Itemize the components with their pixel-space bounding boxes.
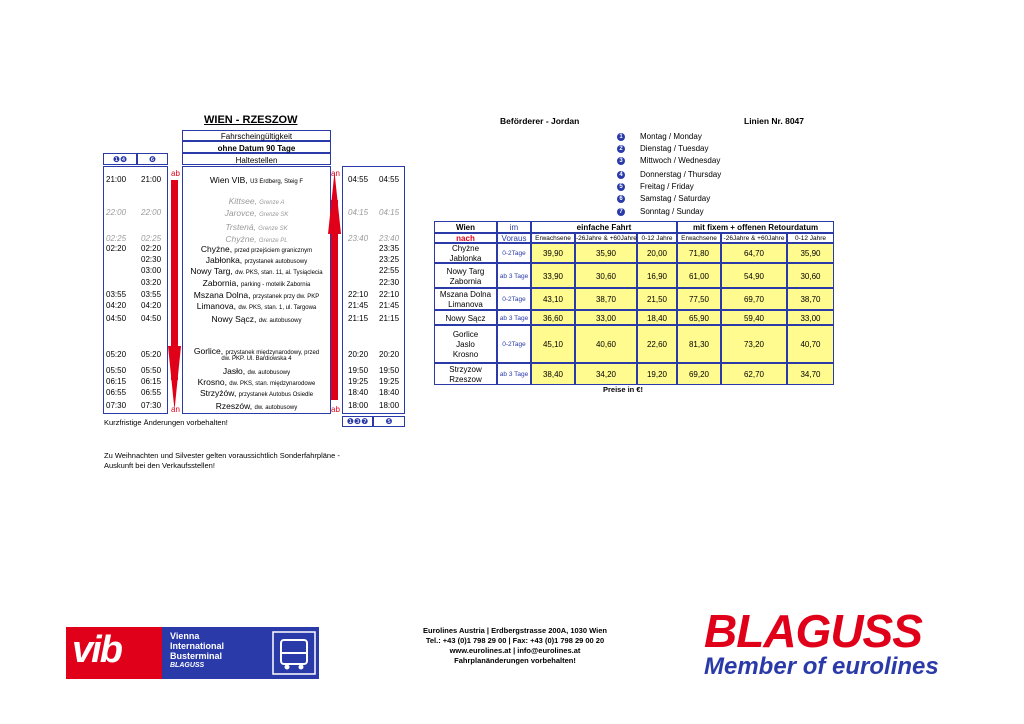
validity-days: ohne Datum 90 Tage (217, 144, 296, 153)
ab-top-label: ab (171, 169, 180, 178)
price-cell: 38,70 (787, 288, 834, 310)
price-cell: 69,20 (677, 363, 721, 385)
price-note: Preise in €! (603, 385, 644, 394)
day-7-label: Sonntag / Sunday (640, 207, 704, 216)
outbound-time-b: 03:20 (141, 278, 162, 287)
header-nach: nach (434, 233, 497, 243)
stop-name: Chyżne, przed przejściem granicznym (200, 244, 313, 254)
carrier-label: Beförderer - Jordan (500, 116, 580, 126)
price-row-advance: 0-2Tage (497, 325, 531, 363)
day-4-icon: 4 (617, 171, 625, 179)
day-2-icon: 2 (617, 145, 625, 153)
footer-contact (395, 626, 635, 666)
return-time-b: 18:00 (379, 401, 400, 410)
price-cell: 64,70 (721, 243, 787, 263)
price-cell: 38,40 (531, 363, 575, 385)
price-cell: 81,30 (677, 325, 721, 363)
price-cell: 54,90 (721, 263, 787, 288)
vib-logo-line-1: Vienna (170, 631, 200, 641)
day-1-label: Montag / Monday (640, 132, 702, 141)
outbound-time-a: 02:25 (106, 234, 127, 243)
price-cell: 59,40 (721, 310, 787, 325)
outbound-time-b: 02:25 (141, 234, 162, 243)
return-time-a: 22:10 (348, 290, 369, 299)
price-cell: 22,60 (637, 325, 677, 363)
footer-line-4: Fahrplanänderungen vorbehalten! (454, 656, 576, 665)
stop-name: Trstená, Grenze SK (225, 222, 288, 232)
return-time-b: 04:15 (379, 208, 400, 217)
price-row-advance: ab 3 Tage (497, 310, 531, 325)
return-time-a: 21:45 (348, 301, 369, 310)
price-row-advance: ab 3 Tage (497, 363, 531, 385)
price-cell: 73,20 (721, 325, 787, 363)
return-time-b: 19:50 (379, 366, 400, 375)
outbound-time-a: 04:50 (106, 314, 127, 323)
vib-logo (66, 627, 319, 679)
day-5-icon: 5 (617, 183, 625, 191)
outbound-time-b: 02:30 (141, 255, 162, 264)
stops-header-label: Haltestellen (235, 156, 278, 165)
validity-days-box (182, 141, 331, 153)
price-row-dest: Mszana Dolna Limanova (434, 288, 497, 310)
outbound-time-a: 03:55 (106, 290, 127, 299)
vib-logo-line-4: BLAGUSS (170, 662, 205, 669)
stop-name: Zabornia, parking - motelik Zabornia (202, 278, 311, 288)
stop-name: Krosno, dw. PKS, stan. międzynarodowe (197, 377, 316, 387)
price-cell: 45,10 (531, 325, 575, 363)
footer-line-3: www.eurolines.at | info@eurolines.at (449, 646, 581, 655)
return-time-b: 22:30 (379, 278, 400, 287)
stop-name: Mszana Dolna, przystanek przy dw. PKP (193, 290, 320, 300)
header-return: mit fixem + offenen Retourdatum (677, 221, 834, 233)
price-row-dest: Chyżne Jablonka (434, 243, 497, 263)
return-time-a: 18:40 (348, 388, 369, 397)
price-cell: 33,00 (575, 310, 637, 325)
price-cell: 61,00 (677, 263, 721, 288)
footer-line-2: Tel.: +43 (0)1 798 29 00 | Fax: +43 (0)1 798 29 00 20 (425, 636, 605, 645)
return-time-b: 04:55 (379, 175, 400, 184)
day-3-icon: 3 (617, 157, 625, 165)
outbound-time-a: 07:30 (106, 401, 127, 410)
outbound-time-b: 04:50 (141, 314, 162, 323)
price-cell: 19,20 (637, 363, 677, 385)
outbound-time-b: 03:55 (141, 290, 162, 299)
return-time-b: 21:45 (379, 301, 400, 310)
price-row-dest: Nowy Sącz (434, 310, 497, 325)
price-cell: 35,90 (575, 243, 637, 263)
outbound-time-a: 06:15 (106, 377, 127, 386)
bus-icon (272, 631, 316, 675)
outbound-time-a: 02:20 (106, 244, 127, 253)
stop-name: Wien VIB, U3 Erdberg, Steig F (209, 175, 304, 185)
return-time-b: 22:55 (379, 266, 400, 275)
footer-line-1: Eurolines Austria | Erdbergstrasse 200A, 1030 Wien (423, 626, 607, 635)
outbound-time-b: 02:20 (141, 244, 162, 253)
outbound-time-b: 05:20 (141, 350, 162, 359)
subheader-3: Erwachsene (677, 233, 721, 243)
day-5-label: Freitag / Friday (640, 182, 694, 191)
outbound-time-a: 05:50 (106, 366, 127, 375)
outbound-time-b: 03:00 (141, 266, 162, 275)
days-left-2 (137, 153, 168, 165)
vib-logo-mark: vib (72, 629, 121, 671)
price-cell: 77,50 (677, 288, 721, 310)
return-time-b: 20:20 (379, 350, 400, 359)
outbound-time-a: 22:00 (106, 208, 127, 217)
price-cell: 71,80 (677, 243, 721, 263)
holiday-notes (104, 451, 340, 471)
line-number: Linien Nr. 8047 (744, 116, 804, 126)
outbound-time-b: 05:50 (141, 366, 162, 375)
day-7-icon: 7 (617, 208, 625, 216)
price-cell: 69,70 (721, 288, 787, 310)
validity-label: Fahrscheingültigkeit (220, 132, 293, 141)
days-right-2 (373, 416, 405, 427)
stop-name: Jabłonka, przystanek autobusowy (205, 255, 308, 265)
header-im: im (497, 221, 531, 233)
days-left-1 (103, 153, 137, 165)
header-wien: Wien (434, 221, 497, 233)
price-cell: 34,70 (787, 363, 834, 385)
return-time-a: 18:00 (348, 401, 369, 410)
timetable-footnote: Kurzfristige Änderungen vorbehalten! (104, 418, 228, 427)
subheader-5: 0-12 Jahre (787, 233, 834, 243)
price-cell: 20,00 (637, 243, 677, 263)
subheader-1: -26Jahre & +60Jahre (576, 235, 637, 242)
outbound-time-a: 21:00 (106, 175, 127, 184)
price-cell: 33,90 (531, 263, 575, 288)
outbound-time-a: 04:20 (106, 301, 127, 310)
price-row-dest: Nowy Targ Zabornia (434, 263, 497, 288)
vib-logo-line-2: International (170, 641, 225, 651)
price-cell: 35,90 (787, 243, 834, 263)
price-cell: 65,90 (677, 310, 721, 325)
stop-name: Strzyżów, przystanek Autobus Osiedle (199, 388, 314, 398)
validity-box (182, 130, 331, 141)
stops-header (182, 153, 331, 165)
blaguss-logo: BLAGUSS (704, 605, 922, 657)
price-row-advance: ab 3 Tage (497, 263, 531, 288)
header-single: einfache Fahrt (531, 221, 677, 233)
return-time-b: 23:35 (379, 244, 400, 253)
stop-name: Chyżne, Grenze PL (225, 234, 288, 244)
outbound-time-a: 05:20 (106, 350, 127, 359)
ab-bottom-label: ab (331, 405, 340, 414)
return-time-a: 23:40 (348, 234, 369, 243)
return-time-b: 18:40 (379, 388, 400, 397)
day-6-icon: 6 (617, 195, 625, 203)
price-row-dest: Strzyzow Rzeszow (434, 363, 497, 385)
stop-name: Kittsee, Grenze A (228, 196, 285, 206)
price-row-dest: Gorlice Jaslo Krosno (434, 325, 497, 363)
price-cell: 39,90 (531, 243, 575, 263)
days-right-2-label: ❺ (385, 417, 393, 426)
notes-line-2: Auskunft bei den Verkaufsstellen! (104, 461, 215, 470)
day-1-icon: 1 (617, 133, 625, 141)
day-3-label: Mittwoch / Wednesday (640, 156, 721, 165)
page-title: WIEN - RZESZOW (204, 114, 298, 126)
outbound-time-b: 06:55 (141, 388, 162, 397)
return-time-b: 19:25 (379, 377, 400, 386)
outbound-time-b: 06:15 (141, 377, 162, 386)
days-right-1-label: ❶❸❼ (346, 417, 369, 426)
stop-name: Jasło, dw. autobusowy (222, 366, 291, 376)
price-cell: 30,60 (575, 263, 637, 288)
price-row-advance: 0-2Tage (497, 288, 531, 310)
price-row-advance: 0-2Tage (497, 243, 531, 263)
subheader-0: Erwachsene (531, 233, 575, 243)
price-cell: 34,20 (575, 363, 637, 385)
return-time-b: 23:40 (379, 234, 400, 243)
price-cell: 40,60 (575, 325, 637, 363)
return-time-a: 19:50 (348, 366, 369, 375)
notes-line-1: Zu Weihnachten und Silvester gelten voraussichtlich Sonderfahrpläne - (104, 451, 340, 460)
day-4-label: Donnerstag / Thursday (640, 170, 722, 179)
outbound-time-b: 22:00 (141, 208, 162, 217)
days-left-1-label: ❶❹ (112, 155, 128, 164)
return-time-a: 04:55 (348, 175, 369, 184)
price-cell: 21,50 (637, 288, 677, 310)
price-cell: 16,90 (637, 263, 677, 288)
price-cell: 62,70 (721, 363, 787, 385)
return-time-b: 22:10 (379, 290, 400, 299)
stop-name: Nowy Sącz, dw. autobusowy (211, 314, 302, 324)
price-cell: 43,10 (531, 288, 575, 310)
stop-name: Jarovce, Grenze SK (224, 208, 289, 218)
return-time-a: 19:25 (348, 377, 369, 386)
down-arrow-icon (168, 166, 182, 414)
header-voraus: Voraus (497, 233, 531, 243)
price-cell: 40,70 (787, 325, 834, 363)
subheader-2: 0-12 Jahre (637, 233, 677, 243)
return-time-a: 20:20 (348, 350, 369, 359)
day-6-label: Samstag / Saturday (640, 194, 711, 203)
outbound-time-b: 21:00 (141, 175, 162, 184)
return-time-b: 21:15 (379, 314, 400, 323)
price-cell: 18,40 (637, 310, 677, 325)
price-cell: 36,60 (531, 310, 575, 325)
stop-name: Rzeszów, dw. autobusowy (215, 401, 298, 411)
day-2-label: Dienstag / Tuesday (640, 144, 709, 153)
price-cell: 30,60 (787, 263, 834, 288)
outbound-time-a: 06:55 (106, 388, 127, 397)
outbound-time-b: 04:20 (141, 301, 162, 310)
an-bottom-label: an (171, 405, 180, 414)
an-top-label: an (331, 169, 340, 178)
return-time-b: 23:25 (379, 255, 400, 264)
stop-name: Limanova, dw. PKS, stan. 1, ul. Targowa (196, 301, 317, 311)
return-time-a: 21:15 (348, 314, 369, 323)
return-time-a: 04:15 (348, 208, 369, 217)
outbound-time-b: 07:30 (141, 401, 162, 410)
subheader-4: -26Jahre & +60Jahre (721, 233, 787, 243)
stop-name: Nowy Targ, dw. PKS, stan. 11, al. Tysiąclecia (190, 266, 323, 276)
days-right-1 (342, 416, 373, 427)
eurolines-tagline: Member of eurolines (704, 653, 939, 680)
days-left-2-label: ❻ (148, 155, 157, 164)
stop-name: Gorlice, przystanek międzynarodowy, przed dw. PKP. Ul. Bardiowska 4 (193, 346, 320, 362)
price-cell: 33,00 (787, 310, 834, 325)
vib-logo-line-3: Busterminal (170, 651, 223, 661)
price-cell: 38,70 (575, 288, 637, 310)
